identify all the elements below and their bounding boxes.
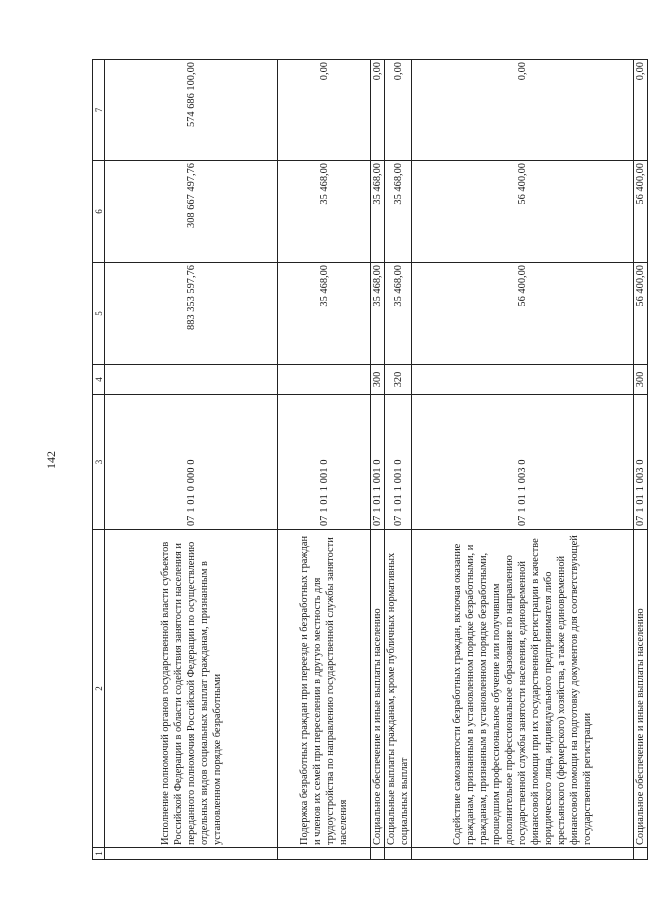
- row-col5: 35 468,00: [371, 263, 385, 365]
- header-cell: 3: [93, 395, 105, 530]
- row-code: 07 1 01 1 001 0: [371, 395, 385, 530]
- table-row: [634, 60, 648, 860]
- rotated-page: [44, 60, 646, 860]
- row-name: Подержка безработных граждан при переезде и безработных граждан и членов их семей при переселении в другую местность для трудоустройства по направлению государственной службы занятости населения: [278, 530, 371, 848]
- header-cell: 4: [93, 365, 105, 395]
- header-cell: 5: [93, 263, 105, 365]
- row-col5: 883 353 597,76: [105, 263, 278, 365]
- row-type: 300: [634, 365, 648, 395]
- row-name: Социальное обеспечение и иные выплаты населению: [371, 530, 385, 848]
- row-col5: 35 468,00: [278, 263, 371, 365]
- row-code: 07 1 01 1 003 0: [412, 395, 634, 530]
- row-type: 300: [371, 365, 385, 395]
- row-code: 07 1 01 1 001 0: [278, 395, 371, 530]
- row-name: Содействие самозанятости безработных граждан, включая оказание гражданам, признанным в установленном порядке безработными, и гражданам, признанным в установленном порядке безработными, прошедшим профессиональное обучение или получившим дополнительное профессиональное образование по направлению государственной службы занятости населения, единовременной финансовой помощи при их государственной регистрации в качестве юридического лица, индивидуального предпринимателя либо крестьянского (фермерского) хозяйства, а также единовременной финансовой помощи на подготовку документов для соответствующей государственной регистрации: [412, 530, 634, 848]
- row-type: [412, 365, 634, 395]
- row-col7: 0,00: [412, 60, 634, 161]
- table-row: [278, 60, 371, 860]
- header-row: [93, 60, 105, 860]
- row-col7: 0,00: [278, 60, 371, 161]
- row-col5: 56 400,00: [412, 263, 634, 365]
- row-code: 07 1 01 1 003 0: [634, 395, 648, 530]
- row-col6: 35 468,00: [385, 161, 412, 263]
- table-row: [385, 60, 412, 860]
- row-name: Исполнение полномочий органов государственной власти субъектов Российской Федерации в области содействия занятости населения и переданного полномочия Российской Федерации по осуществлению отдельных видов социальных выплат гражданам, признанным в установленном порядке безработными: [105, 530, 278, 848]
- row-col6: 308 667 497,76: [105, 161, 278, 263]
- table-row: [412, 60, 634, 860]
- row-name: Социальные выплаты гражданам, кроме публичных нормативных социальных выплат: [385, 530, 412, 848]
- row-name: Социальное обеспечение и иные выплаты населению: [634, 530, 648, 848]
- row-col6: 35 468,00: [371, 161, 385, 263]
- header-cell: 6: [93, 161, 105, 263]
- table-row: [105, 60, 278, 860]
- row-col7: 0,00: [634, 60, 648, 161]
- header-cell: 7: [93, 60, 105, 161]
- row-col7: 0,00: [371, 60, 385, 161]
- header-cell: 2: [93, 530, 105, 848]
- row-col5: 35 468,00: [385, 263, 412, 365]
- row-col5: 56 400,00: [634, 263, 648, 365]
- row-col6: 35 468,00: [278, 161, 371, 263]
- row-type: [105, 365, 278, 395]
- table-row: [371, 60, 385, 860]
- row-col6: 56 400,00: [412, 161, 634, 263]
- row-type: [278, 365, 371, 395]
- row-type: 320: [385, 365, 412, 395]
- budget-table: [92, 59, 648, 860]
- row-col7: 0,00: [385, 60, 412, 161]
- row-code: 07 1 01 0 000 0: [105, 395, 278, 530]
- header-cell: 1: [93, 848, 105, 860]
- page-number: 142: [44, 451, 58, 469]
- row-col6: 56 400,00: [634, 161, 648, 263]
- row-col7: 574 686 100,00: [105, 60, 278, 161]
- row-code: 07 1 01 1 001 0: [385, 395, 412, 530]
